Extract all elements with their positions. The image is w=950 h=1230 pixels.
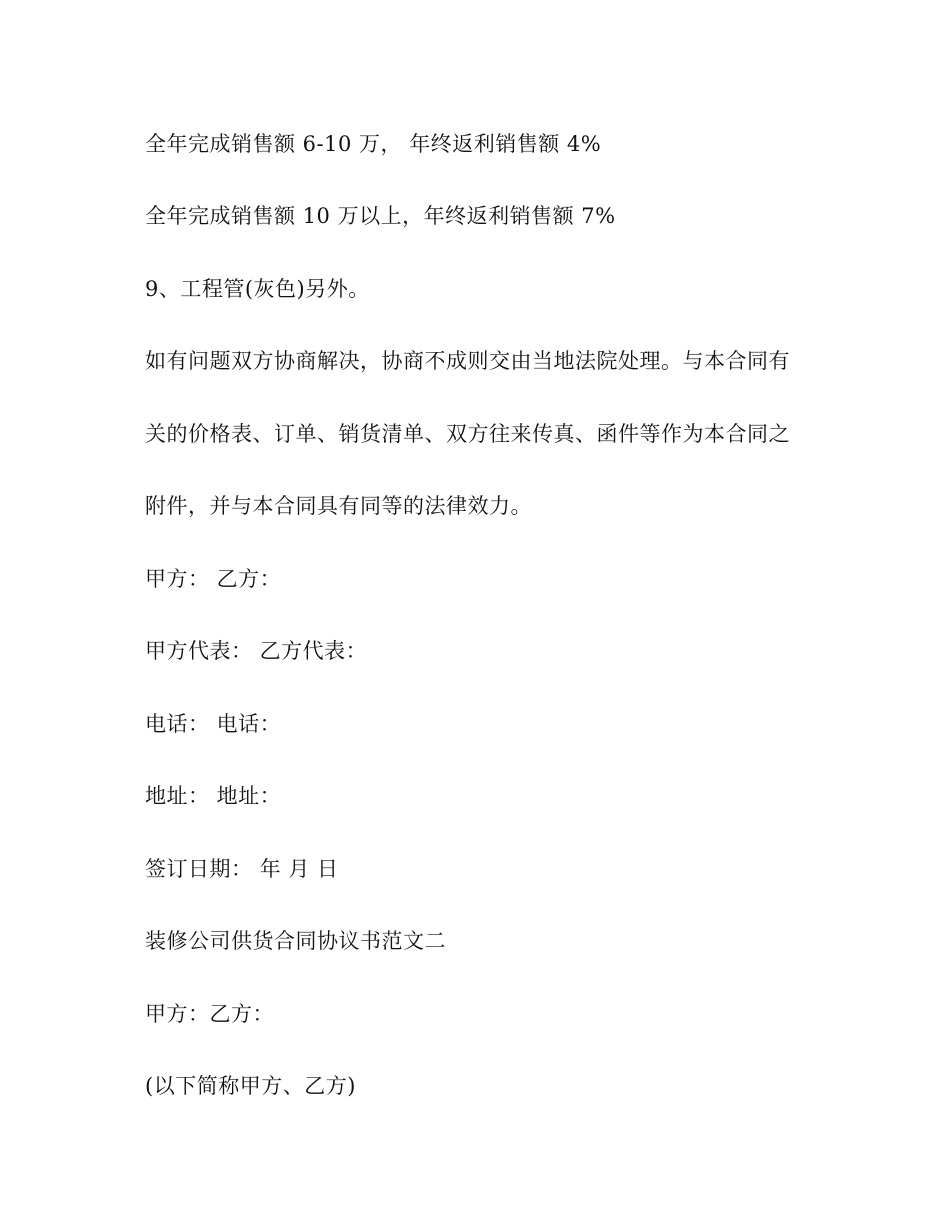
dispute-paragraph-line-1: 如有问题双方协商解决，协商不成则交由当地法院处理。与本合同有 bbox=[145, 349, 790, 373]
rebate-line-10-plus: 全年完成销售额 10 万以上，年终返利销售额 7% bbox=[145, 204, 616, 228]
representative-labels: 甲方代表： 乙方代表： bbox=[145, 639, 368, 663]
dispute-paragraph-line-2: 关的价格表、订单、销货清单、双方往来传真、函件等作为本合同之 bbox=[145, 422, 790, 446]
sample-two-heading: 装修公司供货合同协议书范文二 bbox=[145, 929, 446, 953]
phone-labels: 电话： 电话： bbox=[145, 712, 282, 736]
dispute-paragraph-line-3: 附件，并与本合同具有同等的法律效力。 bbox=[145, 494, 532, 518]
party-labels-second: 甲方：乙方： bbox=[145, 1002, 274, 1026]
rebate-line-6-10: 全年完成销售额 6-10 万， 年终返利销售额 4% bbox=[145, 132, 602, 156]
signing-date-label: 签订日期： 年 月 日 bbox=[145, 857, 339, 881]
party-labels: 甲方： 乙方： bbox=[145, 567, 282, 591]
address-labels: 地址： 地址： bbox=[145, 784, 282, 808]
abbreviation-note: (以下简称甲方、乙方) bbox=[145, 1074, 356, 1098]
clause-9: 9、工程管(灰色)另外。 bbox=[145, 277, 370, 301]
